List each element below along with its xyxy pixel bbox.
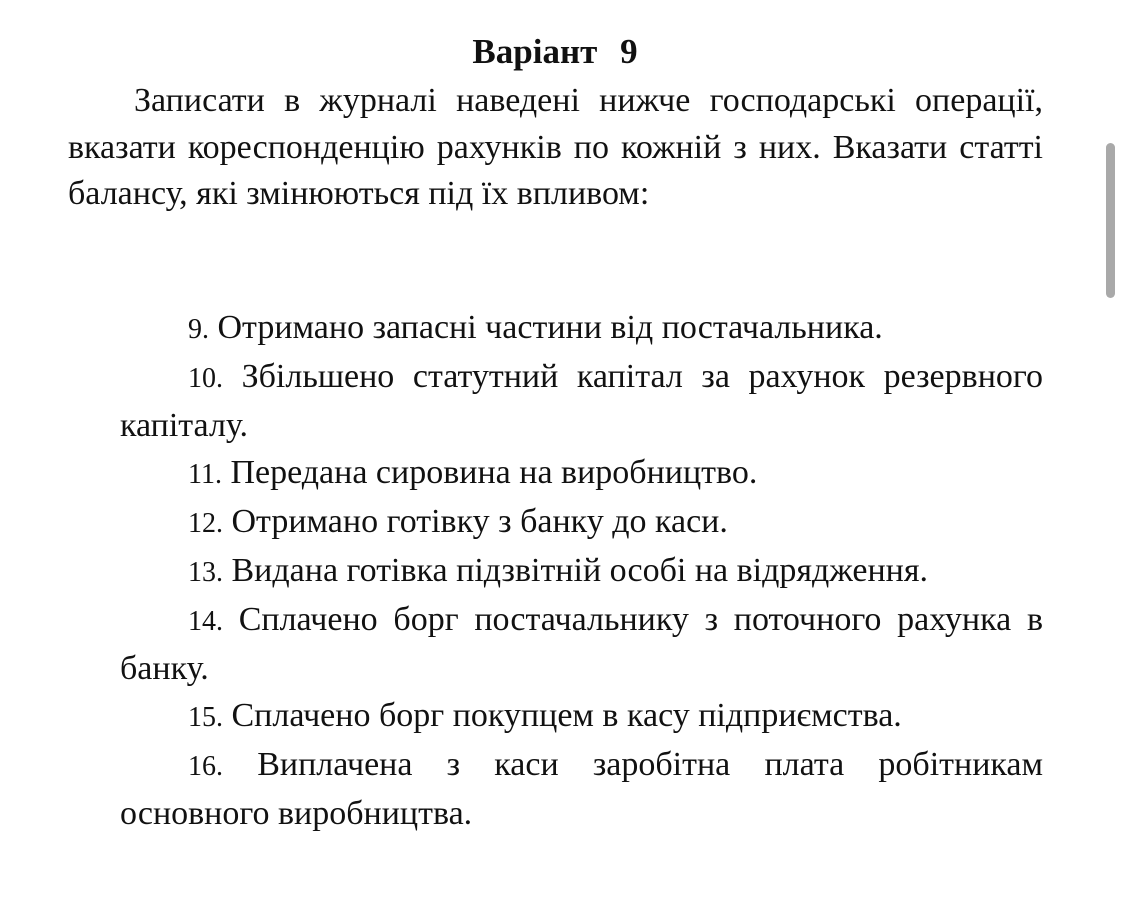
item-text: Передана сировина на виробництво. xyxy=(230,454,758,491)
list-item xyxy=(120,498,1043,547)
item-number: 11. xyxy=(188,459,222,490)
item-number: 16. xyxy=(188,751,223,782)
item-text: Отримано запасні частини від постачальника. xyxy=(217,309,883,346)
list-item xyxy=(120,353,1043,449)
vertical-scrollbar[interactable] xyxy=(1106,143,1115,298)
operations-list xyxy=(120,304,1043,837)
item-text: Сплачено борг покупцем в касу підприємства. xyxy=(231,697,902,734)
item-number: 15. xyxy=(188,702,223,733)
item-text: Сплачено борг постачальнику з поточного рахунка в банку. xyxy=(120,601,1043,687)
item-text: Видана готівка підзвітній особі на відрядження. xyxy=(231,552,929,589)
item-number: 14. xyxy=(188,606,223,637)
list-item xyxy=(120,741,1043,837)
item-text: Отримано готівку з банку до каси. xyxy=(231,503,728,540)
item-number: 13. xyxy=(188,557,223,588)
list-item xyxy=(120,449,1043,498)
list-item xyxy=(120,547,1043,596)
list-item xyxy=(120,596,1043,692)
variant-title: Варіант 9 xyxy=(472,32,638,71)
list-item xyxy=(120,304,1043,353)
item-text: Збільшено статутний капітал за рахунок резервного капіталу. xyxy=(120,358,1043,444)
task-instructions: Записати в журналі наведені нижче господарські операції, вказати кореспонденцію рахунків по кожній з них. Вказати статті балансу, які змінюються під їх впливом: xyxy=(68,82,1043,212)
list-item xyxy=(120,692,1043,741)
item-number: 12. xyxy=(188,508,223,539)
item-text: Виплачена з каси заробітна плата робітникам основного виробництва. xyxy=(120,746,1043,832)
item-number: 9. xyxy=(188,314,209,345)
item-number: 10. xyxy=(188,363,223,394)
